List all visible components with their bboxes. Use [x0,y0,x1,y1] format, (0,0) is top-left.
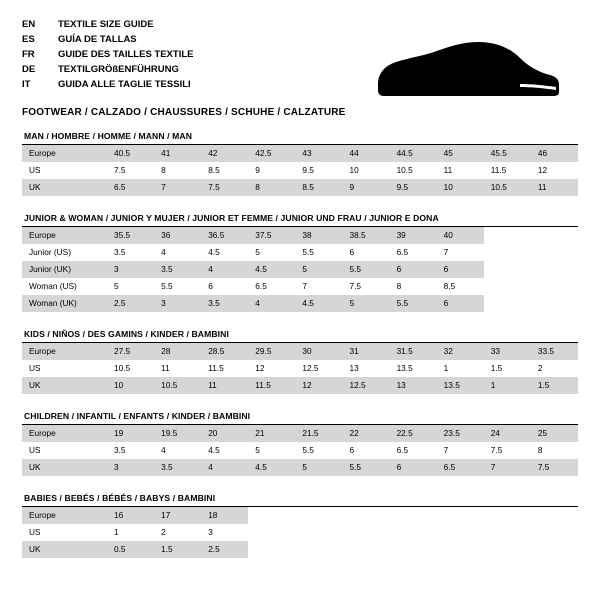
size-cell [484,295,531,312]
size-cell: 31 [342,343,389,360]
size-cell [437,507,484,524]
size-cell: 17 [154,507,201,524]
size-cell: 4.5 [248,261,295,278]
language-title: GUIDA ALLE TAGLIE TESSILI [58,79,191,90]
table-row [22,244,578,261]
size-cell [248,524,295,541]
row-label: US [29,527,41,537]
size-cell: 6.5 [396,247,409,257]
table-row [22,360,578,377]
table-row [22,179,578,196]
size-cell: 4 [201,459,248,476]
size-cell: 12 [255,363,265,373]
size-table-body [22,145,578,196]
size-cell: 7.5 [490,445,503,455]
size-cell: 21.5 [295,425,342,442]
size-cell: 24 [484,425,531,442]
size-cell [295,541,342,558]
language-title-table [22,18,193,93]
table-row [22,145,578,162]
size-cell [484,227,531,244]
size-cell [390,524,437,541]
size-cell: 7 [302,281,307,291]
size-cell: 5.5 [302,247,314,257]
size-cell: 11 [161,363,170,373]
size-cell: 19.5 [154,425,201,442]
size-cell [295,507,342,524]
size-table-body [22,425,578,476]
size-cell: 7.5 [114,165,126,175]
size-cell: 8.5 [295,179,342,196]
size-cell [531,244,578,261]
size-cell: 7.5 [201,179,248,196]
size-cell: 28 [154,343,201,360]
size-cell: 6.5 [437,459,484,476]
size-cell: 3.5 [114,445,126,455]
row-label: US [29,165,41,175]
size-groups [22,131,578,558]
table-row [22,343,578,360]
size-cell: 5 [255,445,260,455]
size-cell: 10.5 [396,165,413,175]
size-table [22,425,578,476]
size-cell: 5 [114,281,119,291]
size-cell: 4.5 [208,247,220,257]
language-code: IT [22,79,31,90]
row-label: Woman (US) [29,281,77,291]
size-cell: 7 [443,247,449,257]
size-cell [484,261,531,278]
size-cell: 3.5 [154,459,201,476]
size-cell: 8 [396,281,402,291]
size-cell: 5.5 [342,459,389,476]
size-cell: 44 [342,145,389,162]
size-cell [531,507,578,524]
size-cell: 2.5 [201,541,248,558]
size-cell: 4 [248,295,295,312]
size-table [22,507,578,558]
size-table [22,227,578,312]
size-cell: 38 [295,227,342,244]
size-group-title: CHILDREN / INFANTIL / ENFANTS / KINDER / BAMBINI [22,411,578,425]
size-cell: 6 [390,459,437,476]
size-cell: 5.5 [342,261,389,278]
size-cell: 10 [437,179,484,196]
size-cell: 10 [349,165,359,175]
size-cell: 12 [537,165,548,175]
size-cell: 35.5 [107,227,154,244]
size-group [22,411,578,476]
size-cell [531,261,578,278]
size-group-title: BABIES / BEBÉS / BÉBÉS / BABYS / BAMBINI [22,493,578,507]
language-row [22,48,193,63]
size-cell: 5 [295,261,342,278]
size-group [22,493,578,558]
size-cell: 4 [201,261,248,278]
size-cell: 9 [342,179,389,196]
size-cell: 5.5 [302,445,314,455]
size-cell: 20 [201,425,248,442]
size-cell: 6.5 [396,445,409,455]
size-table [22,343,578,394]
size-cell: 27.5 [107,343,154,360]
language-code: DE [22,64,36,75]
size-cell: 12.5 [302,363,319,373]
language-row [22,63,193,78]
size-cell: 6 [349,445,355,455]
row-label: UK [22,459,107,476]
size-table-body [22,343,578,394]
row-label: Junior (UK) [22,261,107,278]
table-row [22,425,578,442]
row-label: Europe [22,425,107,442]
table-row [22,377,578,394]
size-cell: 12 [295,377,342,394]
size-cell: 36 [154,227,201,244]
size-cell [531,278,578,295]
size-group-title: JUNIOR & WOMAN / JUNIOR Y MUJER / JUNIOR ET FEMME / JUNIOR UND FRAU / JUNIOR E DONA [22,213,578,227]
size-cell: 36.5 [201,227,248,244]
size-cell: 0.5 [107,541,154,558]
language-title: TEXTILE SIZE GUIDE [58,19,154,30]
size-cell: 5.5 [161,281,173,291]
size-cell: 22.5 [390,425,437,442]
row-label: UK [22,377,107,394]
size-cell: 40 [437,227,484,244]
size-cell: 42.5 [248,145,295,162]
size-table-body [22,227,578,312]
header [22,18,578,118]
row-label: US [29,363,41,373]
size-cell: 4 [161,247,166,257]
table-row [22,507,578,524]
size-cell [531,295,578,312]
language-row [22,33,193,48]
size-cell: 10 [107,377,154,394]
size-cell: 10.5 [154,377,201,394]
size-cell: 29.5 [248,343,295,360]
size-cell: 7 [443,445,449,455]
size-cell: 9 [255,165,260,175]
size-cell: 41 [154,145,201,162]
size-cell: 10.5 [484,179,531,196]
size-cell: 11 [201,377,248,394]
language-title: GUÍA DE TALLAS [58,34,137,45]
size-cell: 37.5 [248,227,295,244]
size-cell: 5 [295,459,342,476]
size-cell: 13 [349,363,359,373]
size-cell: 1 [114,527,119,537]
size-cell: 6 [208,281,213,291]
table-row [22,261,578,278]
size-cell [484,541,531,558]
language-code: EN [22,19,36,30]
row-label: US [29,445,41,455]
size-cell: 13.5 [437,377,484,394]
size-cell: 21 [248,425,295,442]
size-cell [437,541,484,558]
table-row [22,278,578,295]
language-row [22,18,193,33]
row-label: Junior (US) [29,247,71,257]
size-cell: 19 [107,425,154,442]
size-cell: 42 [201,145,248,162]
size-cell: 23.5 [437,425,484,442]
size-cell: 13.5 [396,363,413,373]
table-row [22,459,578,476]
table-row [22,541,578,558]
size-cell: 6.5 [255,281,267,291]
size-cell: 44.5 [390,145,437,162]
size-cell: 3 [154,295,201,312]
table-row [22,295,578,312]
size-cell: 2.5 [107,295,154,312]
size-cell: 5 [342,295,389,312]
size-cell [295,524,342,541]
size-cell: 4 [161,445,166,455]
size-group-title: MAN / HOMBRE / HOMME / MANN / MAN [22,131,578,145]
size-cell [484,244,531,261]
size-cell [531,524,578,541]
size-cell: 32 [437,343,484,360]
size-group [22,329,578,394]
size-cell [390,507,437,524]
size-cell: 11.5 [490,165,507,175]
size-cell: 22 [342,425,389,442]
dress-shoe-icon [370,40,560,102]
size-cell: 28.5 [201,343,248,360]
language-title: TEXTILGRÖßENFÜHRUNG [58,64,179,75]
size-cell: 13 [390,377,437,394]
size-cell: 16 [107,507,154,524]
size-cell: 3.5 [154,261,201,278]
language-row [22,78,193,93]
page-title: FOOTWEAR / CALZADO / CHAUSSURES / SCHUHE / CALZATURE [22,107,346,118]
size-cell: 7 [154,179,201,196]
size-cell: 11.5 [208,363,224,373]
size-cell: 11 [531,179,578,196]
size-cell: 31.5 [390,343,437,360]
size-cell [248,541,295,558]
size-cell: 8 [537,445,543,455]
size-cell: 9.5 [302,165,314,175]
row-label: Europe [22,343,107,360]
size-table [22,145,578,196]
size-group [22,131,578,196]
size-cell: 39 [390,227,437,244]
size-cell: 8 [248,179,295,196]
table-row [22,227,578,244]
size-cell: 2 [161,527,166,537]
size-cell: 11 [443,165,453,175]
row-label: Europe [22,145,107,162]
size-cell [390,541,437,558]
size-cell: 4.5 [208,445,220,455]
size-cell: 6 [437,295,484,312]
size-cell: 18 [201,507,248,524]
row-label: Europe [22,227,107,244]
size-cell: 5.5 [390,295,437,312]
size-cell: 40.5 [107,145,154,162]
size-cell: 11.5 [248,377,295,394]
size-cell: 1.5 [490,363,503,373]
size-cell [342,507,389,524]
size-cell: 3 [107,459,154,476]
size-cell [437,524,484,541]
size-cell: 6.5 [107,179,154,196]
language-title-body [22,18,193,93]
size-cell: 30 [295,343,342,360]
size-cell: 1 [443,363,449,373]
size-cell: 4.5 [248,459,295,476]
table-row [22,162,578,179]
size-cell: 5 [255,247,260,257]
language-code: ES [22,34,35,45]
size-cell: 1.5 [531,377,578,394]
size-cell: 7.5 [349,281,362,291]
table-row [22,442,578,459]
size-group [22,213,578,312]
size-cell: 6 [437,261,484,278]
size-cell: 6 [390,261,437,278]
row-label: UK [22,541,107,558]
size-cell: 9.5 [390,179,437,196]
size-cell: 12.5 [342,377,389,394]
size-cell: 45 [437,145,484,162]
size-cell: 10.5 [114,363,131,373]
size-cell: 1.5 [154,541,201,558]
size-cell: 2 [537,363,543,373]
row-label: Europe [22,507,107,524]
size-cell [484,507,531,524]
size-cell: 7 [484,459,531,476]
size-cell: 6 [349,247,355,257]
size-cell: 1 [484,377,531,394]
size-cell: 33 [484,343,531,360]
size-group-title: KIDS / NIÑOS / DES GAMINS / KINDER / BAMBINI [22,329,578,343]
size-cell: 8 [161,165,166,175]
size-cell [531,541,578,558]
size-cell: 25 [531,425,578,442]
size-cell: 8.5 [443,281,456,291]
size-cell: 3 [208,527,213,537]
size-cell [484,524,531,541]
row-label: Woman (UK) [22,295,107,312]
size-cell: 8.5 [208,165,220,175]
language-code: FR [22,49,35,60]
size-cell: 4.5 [295,295,342,312]
size-cell: 43 [295,145,342,162]
size-cell [484,278,531,295]
size-cell: 3.5 [114,247,126,257]
size-cell [531,227,578,244]
row-label: UK [22,179,107,196]
size-table-body [22,507,578,558]
size-cell: 7.5 [531,459,578,476]
size-cell: 3 [107,261,154,278]
size-cell: 38.5 [342,227,389,244]
size-cell: 33.5 [531,343,578,360]
size-cell: 45.5 [484,145,531,162]
size-cell [342,541,389,558]
size-cell [342,524,389,541]
size-cell [248,507,295,524]
size-cell: 3.5 [201,295,248,312]
language-title: GUIDE DES TAILLES TEXTILE [58,49,194,60]
table-row [22,524,578,541]
size-cell: 46 [531,145,578,162]
